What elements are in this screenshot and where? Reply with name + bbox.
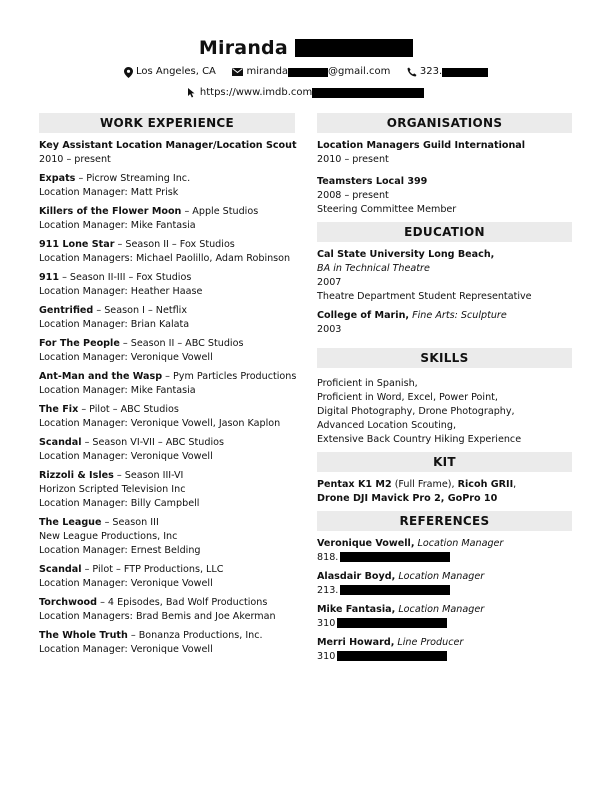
organisation-detail: Steering Committee Member xyxy=(317,204,457,215)
work-experience-list xyxy=(39,139,295,657)
job-details: – Pym Particles Productions xyxy=(162,371,297,382)
education-heading: EDUCATION xyxy=(317,222,572,242)
job-details: – Season VI-VII – ABC Studios xyxy=(81,437,224,448)
email-icon xyxy=(232,68,243,76)
work-entry xyxy=(39,563,295,591)
reference-phone: 310 xyxy=(317,651,336,662)
phone-prefix: 323. xyxy=(419,66,443,77)
reference-phone-line xyxy=(317,617,572,631)
kit-list xyxy=(317,478,572,506)
work-entry xyxy=(39,172,295,200)
job-title: Key Assistant Location Manager/Location Scout xyxy=(39,140,297,151)
education-list xyxy=(317,248,572,337)
reference-role: Location Manager xyxy=(395,604,485,615)
education-entry xyxy=(317,248,572,304)
job-details: – 4 Episodes, Bad Wolf Productions xyxy=(97,597,268,608)
kit-item: Pentax K1 M2 xyxy=(317,479,392,490)
work-entry xyxy=(39,629,295,657)
name-line xyxy=(0,36,612,60)
reference-entry xyxy=(317,636,572,664)
education-year: 2003 xyxy=(317,324,342,335)
work-detail-line: Location Manager: Heather Haase xyxy=(39,286,203,297)
organisations-list xyxy=(317,139,572,217)
phone-redaction xyxy=(340,585,450,595)
reference-role: Line Producer xyxy=(394,637,464,648)
work-detail-line: Location Manager: Veronique Vowell xyxy=(39,451,213,462)
references-list xyxy=(317,537,572,664)
kit-separator: , xyxy=(513,479,517,490)
work-entry xyxy=(39,469,295,511)
work-title-line xyxy=(39,596,295,610)
kit-item: Ricoh GRII xyxy=(457,479,514,490)
skill-line: Advanced Location Scouting, xyxy=(317,420,457,431)
reference-phone: 213. xyxy=(317,585,339,596)
school-name: Cal State University Long Beach, xyxy=(317,249,495,260)
work-entry xyxy=(39,205,295,233)
reference-phone-line xyxy=(317,551,572,565)
reference-role: Location Manager xyxy=(414,538,504,549)
job-title: Expats xyxy=(39,173,76,184)
skill-line: Extensive Back Country Hiking Experience xyxy=(317,434,522,445)
education-year: 2007 xyxy=(317,277,342,288)
reference-entry xyxy=(317,603,572,631)
work-entry xyxy=(39,304,295,332)
work-experience-heading: WORK EXPERIENCE xyxy=(39,113,295,133)
website-link[interactable]: https://www.imdb.com xyxy=(199,87,313,98)
job-details: – Pilot – ABC Studios xyxy=(78,404,179,415)
work-detail-line: Location Manager: Matt Prisk xyxy=(39,187,179,198)
reference-name: Mike Fantasia, xyxy=(317,604,396,615)
work-detail-line: 2010 – present xyxy=(39,154,111,165)
work-entry xyxy=(39,337,295,365)
phone-redaction xyxy=(442,68,488,77)
reference-name: Merri Howard, xyxy=(317,637,395,648)
work-detail-line: Location Managers: Michael Paolillo, Adam Robinson xyxy=(39,253,291,264)
skill-line: Proficient in Word, Excel, Power Point, xyxy=(317,392,498,403)
phone-icon xyxy=(407,67,417,77)
school-name: College of Marin, xyxy=(317,310,410,321)
work-detail-line: Location Manager: Veronique Vowell xyxy=(39,644,213,655)
work-detail-line: Location Manager: Billy Campbell xyxy=(39,498,200,509)
work-entry xyxy=(39,370,295,398)
reference-name-line xyxy=(317,537,572,551)
work-detail-line: Location Manager: Veronique Vowell xyxy=(39,352,213,363)
job-title: 911 xyxy=(39,272,60,283)
job-title: Rizzoli & Isles xyxy=(39,470,114,481)
work-detail-line: Location Manager: Brian Kalata xyxy=(39,319,190,330)
name-redaction xyxy=(295,39,413,57)
email-redaction xyxy=(288,68,328,77)
job-title: Killers of the Flower Moon xyxy=(39,206,182,217)
right-column xyxy=(317,113,572,669)
work-title-line xyxy=(39,304,295,318)
organisation-detail: 2008 – present xyxy=(317,190,389,201)
skill-line: Digital Photography, Drone Photography, xyxy=(317,406,515,417)
work-detail-line: Location Manager: Veronique Vowell, Jason Kaplon xyxy=(39,418,281,429)
work-title-line xyxy=(39,436,295,450)
job-details: – Bonanza Productions, Inc. xyxy=(127,630,263,641)
reference-phone: 310 xyxy=(317,618,336,629)
job-title: The League xyxy=(39,517,102,528)
organisations-heading: ORGANISATIONS xyxy=(317,113,572,133)
kit-item: Drone DJI Mavick Pro 2, GoPro 10 xyxy=(317,493,498,504)
job-details: – Pilot – FTP Productions, LLC xyxy=(81,564,224,575)
work-entry xyxy=(39,139,295,167)
work-detail-line: Location Manager: Mike Fantasia xyxy=(39,385,196,396)
job-details: – Season II – Fox Studios xyxy=(114,239,235,250)
work-detail-line: Location Managers: Brad Bemis and Joe Akerman xyxy=(39,611,276,622)
organisation-entry xyxy=(317,139,572,167)
education-entry xyxy=(317,309,572,337)
reference-entry xyxy=(317,537,572,565)
kit-note: (Full Frame), xyxy=(391,479,458,490)
job-title: Scandal xyxy=(39,564,82,575)
work-title-line xyxy=(39,516,295,530)
job-title: Scandal xyxy=(39,437,82,448)
left-column xyxy=(39,113,295,662)
reference-phone-line xyxy=(317,650,572,664)
website-line xyxy=(0,86,612,100)
reference-name: Veronique Vowell, xyxy=(317,538,415,549)
degree: BA in Technical Theatre xyxy=(317,263,430,274)
contact-line xyxy=(0,65,612,79)
work-entry xyxy=(39,596,295,624)
work-entry xyxy=(39,238,295,266)
resume-header xyxy=(0,36,612,100)
education-note: Theatre Department Student Representative xyxy=(317,291,532,302)
work-title-line xyxy=(39,205,295,219)
job-title: The Fix xyxy=(39,404,79,415)
reference-name-line xyxy=(317,636,572,650)
phone-redaction xyxy=(340,552,450,562)
work-title-line xyxy=(39,271,295,285)
skills-list xyxy=(317,377,572,447)
job-details: – Season I – Netflix xyxy=(93,305,188,316)
work-detail-line: Location Manager: Mike Fantasia xyxy=(39,220,196,231)
job-title: Torchwood xyxy=(39,597,98,608)
work-title-line xyxy=(39,139,295,153)
email-prefix[interactable]: miranda xyxy=(246,66,289,77)
kit-heading: KIT xyxy=(317,452,572,472)
skills-heading: SKILLS xyxy=(317,348,572,368)
work-detail-line: Horizon Scripted Television Inc xyxy=(39,484,186,495)
work-title-line xyxy=(39,403,295,417)
location-text: Los Angeles, CA xyxy=(136,66,216,77)
organisation-name: Location Managers Guild International xyxy=(317,140,526,151)
job-details: – Season III xyxy=(101,517,159,528)
job-title: Gentrified xyxy=(39,305,94,316)
degree: Fine Arts: Sculpture xyxy=(409,310,507,321)
organisation-detail: 2010 – present xyxy=(317,154,389,165)
job-title: Ant-Man and the Wasp xyxy=(39,371,163,382)
job-details: – Season III-VI xyxy=(113,470,184,481)
work-entry xyxy=(39,516,295,558)
reference-name-line xyxy=(317,570,572,584)
work-title-line xyxy=(39,337,295,351)
work-title-line xyxy=(39,469,295,483)
job-title: For The People xyxy=(39,338,120,349)
references-heading: REFERENCES xyxy=(317,511,572,531)
work-title-line xyxy=(39,172,295,186)
job-details: – Season II-III – Fox Studios xyxy=(59,272,192,283)
organisation-entry xyxy=(317,175,572,217)
job-title: The Whole Truth xyxy=(39,630,128,641)
candidate-name: Miranda xyxy=(198,37,288,59)
reference-role: Location Manager xyxy=(395,571,485,582)
work-entry xyxy=(39,436,295,464)
phone-redaction xyxy=(337,651,447,661)
job-details: – Season II – ABC Studios xyxy=(119,338,244,349)
work-detail-line: Location Manager: Ernest Belding xyxy=(39,545,201,556)
reference-name: Alasdair Boyd, xyxy=(317,571,396,582)
work-title-line xyxy=(39,629,295,643)
organisation-name: Teamsters Local 399 xyxy=(317,176,428,187)
reference-phone-line xyxy=(317,584,572,598)
work-detail-line: New League Productions, Inc xyxy=(39,531,178,542)
phone-redaction xyxy=(337,618,447,628)
reference-name-line xyxy=(317,603,572,617)
work-title-line xyxy=(39,238,295,252)
reference-phone: 818. xyxy=(317,552,339,563)
work-detail-line: Location Manager: Veronique Vowell xyxy=(39,578,213,589)
work-title-line xyxy=(39,370,295,384)
cursor-arrow-icon xyxy=(188,88,197,98)
skill-line: Proficient in Spanish, xyxy=(317,378,418,389)
work-title-line xyxy=(39,563,295,577)
job-title: 911 Lone Star xyxy=(39,239,115,250)
work-entry xyxy=(39,403,295,431)
work-entry xyxy=(39,271,295,299)
location-pin-icon xyxy=(124,67,133,78)
job-details: – Picrow Streaming Inc. xyxy=(75,173,191,184)
email-suffix[interactable]: @gmail.com xyxy=(328,66,391,77)
job-details: – Apple Studios xyxy=(181,206,259,217)
reference-entry xyxy=(317,570,572,598)
website-redaction xyxy=(312,88,424,98)
